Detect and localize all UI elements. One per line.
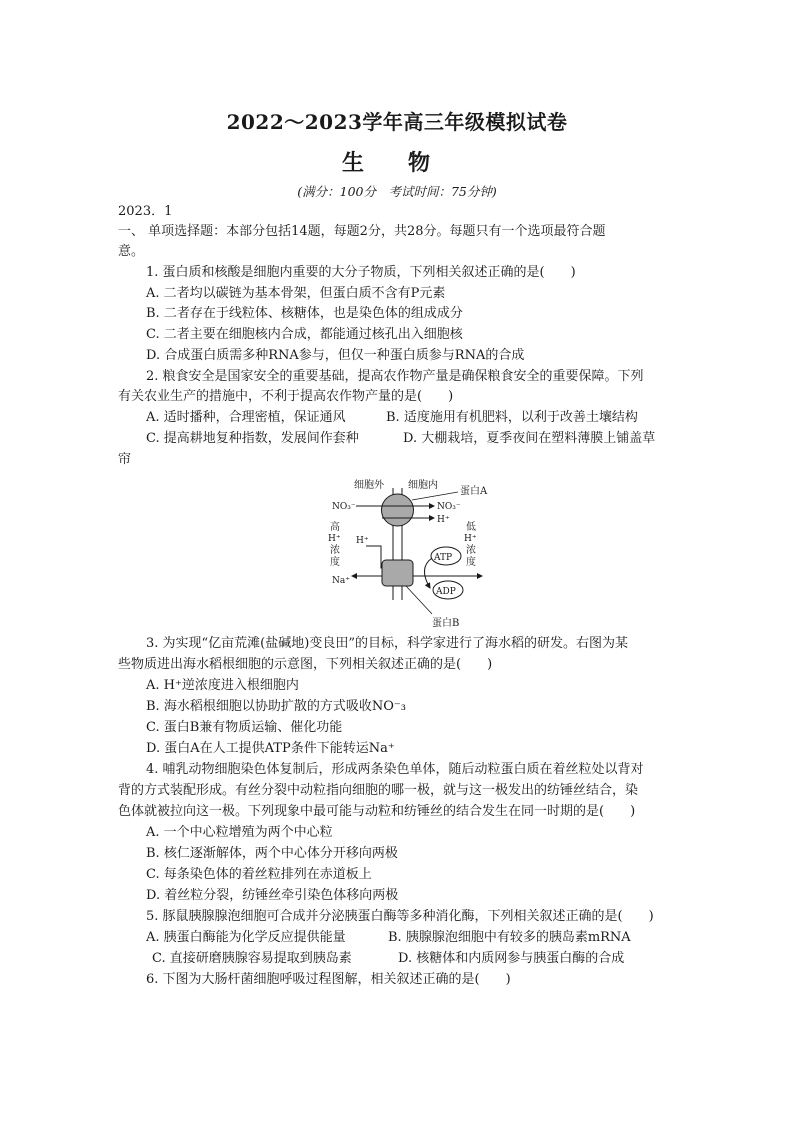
score-info: (满分：100分 考试时间：75分钟) [297,184,497,199]
label-high-h-1: 高 [330,522,340,533]
q1-option-d: D. 合成蛋白质需多种RNA参与，但仅一种蛋白质参与RNA的合成 [146,348,525,363]
q3-stem: 3. 为实现“亿亩荒滩(盐碱地)变良田”的目标，科学家进行了海水稻的研发。右图为某 [146,636,628,651]
q5-stem: 5. 豚鼠胰腺腺泡细胞可合成并分泌胰蛋白酶等多种消化酶，下列相关叙述正确的是( ) [146,909,654,924]
q4-stem: 4. 哺乳动物细胞染色体复制后，形成两条染色单体，随后动粒蛋白质在着丝粒处以背对 [146,762,644,777]
section-instruction-cont: 意。 [118,244,145,259]
label-na: Na⁺ [332,576,350,586]
q1-stem: 1. 蛋白质和核酸是细胞内重要的大分子物质，下列相关叙述正确的是( ) [146,265,576,280]
exam-date: 2023．1 [118,204,173,219]
label-inside: 细胞内 [408,480,438,491]
q2-option-d-cont: 帘 [118,452,132,467]
label-low-h-4: 度 [466,557,476,568]
q4-stem-cont1: 背的方式装配形成。有丝分裂中动粒指向细胞的哪一极，就与这一极发出的纺锤丝结合，染 [118,783,639,798]
label-adp: ADP [436,587,456,597]
q4-stem-cont2: 色体就被拉向这一极。下列现象中最可能与动粒和纺锤丝的结合发生在同一时期的是( ) [118,804,636,819]
q4-option-c: C. 每条染色体的着丝粒排列在赤道板上 [146,867,372,882]
q3-option-d: D. 蛋白A在人工提供ATP条件下能转运Na⁺ [146,741,395,756]
label-low-h-3: 浓 [466,545,476,556]
q4-option-a: A. 一个中心粒增殖为两个中心粒 [146,825,333,840]
q6-stem: 6. 下图为大肠杆菌细胞呼吸过程图解，相关叙述正确的是( ) [146,972,511,987]
q5-option-b: B. 胰腺腺泡细胞中有较多的胰岛素mRNA [388,930,631,945]
q5-option-c: C. 直接研磨胰腺容易提取到胰岛素 [152,951,352,966]
exam-title: 2022～2023学年高三年级模拟试卷 [226,110,568,134]
q2-option-c: C. 提高耕地复种指数，发展间作套种 [146,431,359,446]
label-protein-a: 蛋白A [460,486,488,497]
q2-stem: 2. 粮食安全是国家安全的重要基础，提高农作物产量是确保粮食安全的重要保障。下列 [146,369,644,384]
label-high-h-3: 浓 [330,545,340,556]
protein-a-shape [382,494,414,526]
q2-stem-cont: 有关农业生产的措施中，不利于提高农作物产量的是( ) [118,389,454,404]
label-h-outside: H⁺ [356,536,369,546]
q1-option-c: C. 二者主要在细胞核内合成，都能通过核孔出入细胞核 [146,327,463,342]
label-outside: 细胞外 [354,480,384,491]
label-low-h-1: 低 [466,522,476,533]
label-atp: ATP [434,553,453,563]
subject-title: 生物 [341,150,474,176]
label-no3-outside: NO₃⁻ [332,502,356,512]
label-high-h-4: 度 [330,557,340,568]
q1-option-b: B. 二者存在于线粒体、核糖体，也是染色体的组成成分 [146,306,463,321]
root-cell-transport-diagram [326,476,506,636]
q2-option-a: A. 适时播种，合理密植，保证通风 [146,410,346,425]
q3-option-a: A. H⁺逆浓度进入根细胞内 [146,678,299,693]
label-protein-b: 蛋白B [432,618,460,629]
atp-to-adp-arrow [424,558,432,588]
q4-option-d: D. 着丝粒分裂，纺锤丝牵引染色体移向两极 [146,888,399,903]
q3-option-b: B. 海水稻根细胞以协助扩散的方式吸收NO⁻₃ [146,699,406,714]
label-high-h-2: H⁺ [328,534,341,544]
q5-option-d: D. 核糖体和内质网参与胰蛋白酶的合成 [398,951,625,966]
protein-b-pointer [406,586,432,614]
q3-stem-cont: 些物质进出海水稻根细胞的示意图，下列相关叙述正确的是( ) [118,657,493,672]
q4-option-b: B. 核仁逐渐解体，两个中心体分开移向两极 [146,846,398,861]
q2-option-d: D. 大棚栽培，夏季夜间在塑料薄膜上铺盖草 [403,431,656,446]
label-h-inside: H⁺ [437,515,450,525]
q1-option-a: A. 二者均以碳链为基本骨架，但蛋白质不含有P元素 [146,286,446,301]
label-low-h-2: H⁺ [464,534,477,544]
section-instruction: 一、 单项选择题：本部分包括14题，每题2分，共28分。每题只有一个选项最符合题 [118,224,606,239]
label-no3-inside: NO₃⁻ [437,502,461,512]
q2-option-b: B. 适度施用有机肥料，以利于改善土壤结构 [386,410,638,425]
q3-option-c: C. 蛋白B兼有物质运输、催化功能 [146,720,343,735]
protein-b-shape [382,560,413,586]
protein-a-pointer [412,492,458,500]
q5-option-a: A. 胰蛋白酶能为化学反应提供能量 [146,930,346,945]
